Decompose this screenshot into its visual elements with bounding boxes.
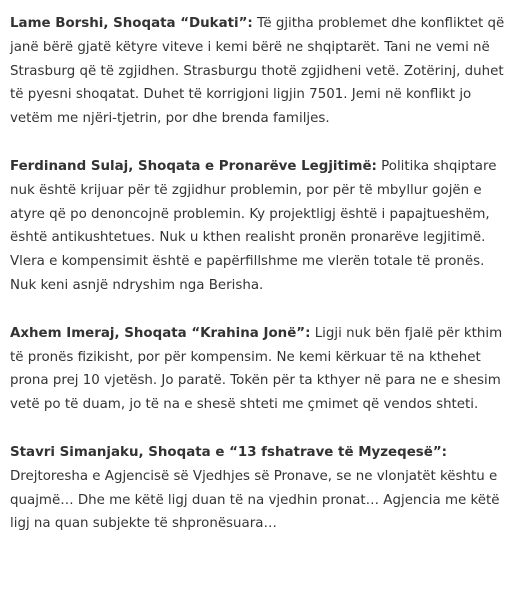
speaker-name: Axhem Imeraj, Shoqata “Krahina Jonë”:	[10, 325, 311, 341]
paragraph-text: Drejtoresha e Agjencisë së Vjedhjes së Pronave, se ne vlonjatët kështu e quajmë… Dhe me këtë ligj duan të na vjedhin pronat… Agjencia me këtë ligj na quan subjekte të shpronësuara…	[10, 468, 500, 532]
paragraph-lame-borshi	[10, 12, 514, 131]
speaker-name: Lame Borshi, Shoqata “Dukati”:	[10, 16, 253, 31]
speaker-name: Ferdinand Sulaj, Shoqata e Pronarëve Legjitimë:	[10, 158, 377, 174]
paragraph-text: Ligji nuk bën fjalë për kthim të pronës fizikisht, por për kompensim. Ne kemi kërkuar të na kthehet prona prej 10 vjetësh. Jo paratë. Tokën për ta kthyer në para ne e shesim vetë po të duam, jo të na e shesë shteti me çmimet që vendos shteti.	[10, 325, 503, 413]
speaker-name: Stavri Simanjaku, Shoqata e “13 fshatrave të Myzeqesë”:	[10, 444, 448, 460]
paragraph-axhem-imeraj	[10, 322, 514, 417]
paragraph-text: Politika shqiptare nuk është krijuar për të zgjidhur problemin, por për të mbyllur gojën e atyre që po denoncojnë problemin. Ky projektligj është i papajtueshëm, është antikushtetues. Nuk u kthen realisht pronën pronarëve legjitimë. Vlera e kompensimit është e papërfillshme me vlerën totale të pronës. Nuk keni asnjë ndryshim nga Berisha.	[10, 158, 497, 293]
paragraph-text: Të gjitha problemet dhe konfliktet që janë bërë gjatë këtyre viteve i kemi bërë ne shqiptarët. Tani ne vemi në Strasburg që të zgjidhen. Strasburgu thotë zgjidheni vetë. Zotërinj, duhet të pyesni shoqatat. Duhet të korrigjoni ligjin 7501. Jemi në konflikt jo vetëm me njëri-tjetrin, por dhe brenda familjes.	[10, 16, 505, 127]
paragraph-ferdinand-sulaj	[10, 155, 514, 298]
paragraph-stavri-simanjaku	[10, 441, 514, 536]
